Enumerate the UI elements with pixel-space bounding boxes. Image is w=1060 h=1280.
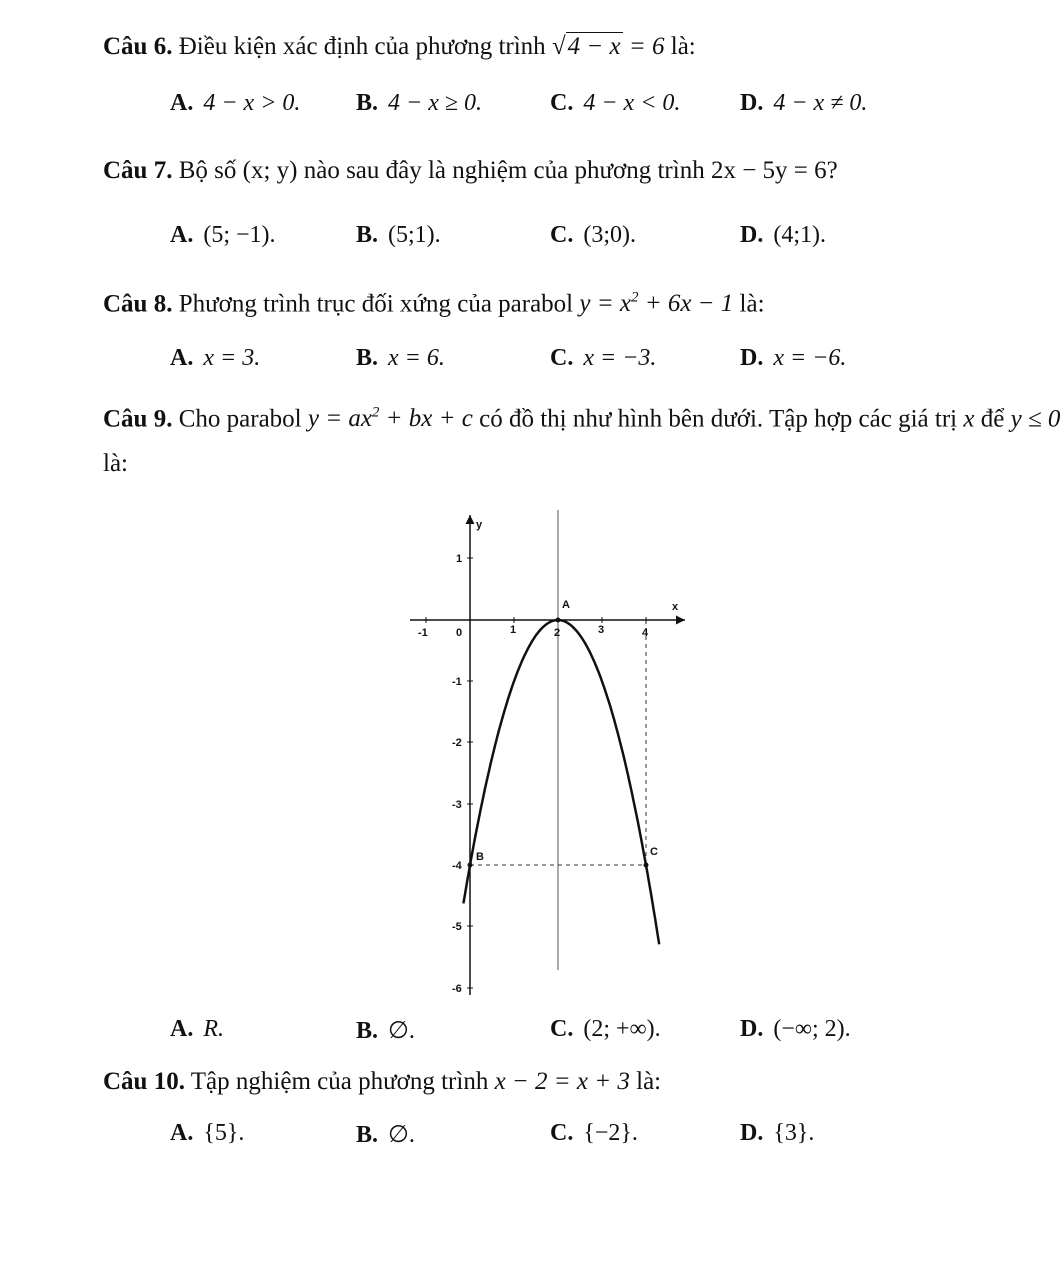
q9-eq: $y = ax^2$ + bx + c — [307, 405, 473, 433]
x-tick-label: 4 — [642, 627, 649, 639]
y-tick-label: -6 — [452, 983, 462, 995]
q6-option-b[interactable]: B. 4 − x ≥ 0. — [356, 90, 483, 116]
q7-option-b[interactable]: B. (5;1). — [356, 222, 441, 248]
q10-option-d[interactable]: D. {3}. — [740, 1120, 815, 1146]
x-tick-label: 1 — [510, 624, 517, 636]
q10-label: Câu 10. — [103, 1068, 185, 1095]
q8-option-a[interactable]: A. x = 3. — [170, 345, 261, 371]
q9-label: Câu 9. — [103, 405, 173, 433]
q9-option-d[interactable]: D. (−∞; 2). — [740, 1016, 851, 1042]
point-a-marker — [556, 618, 561, 623]
y-tick-label: -5 — [452, 921, 462, 933]
q7-stem — [103, 157, 838, 185]
q8-option-d[interactable]: D. x = −6. — [740, 345, 847, 371]
parabola-graph — [400, 500, 700, 1000]
q8-end: là: — [739, 290, 765, 318]
q6-option-d[interactable]: D. 4 − x ≠ 0. — [740, 90, 868, 116]
q8-option-b[interactable]: B. x = 6. — [356, 345, 445, 371]
q6-stem — [103, 33, 696, 61]
y-tick-label: -4 — [452, 860, 462, 872]
q10-option-b[interactable]: B. ∅. — [356, 1122, 415, 1148]
q8-stem — [103, 290, 765, 318]
y-tick-label: -2 — [452, 737, 462, 749]
q10-option-a[interactable]: A. {5}. — [170, 1120, 245, 1146]
q6-end: là: — [670, 33, 696, 60]
q7-text: Bộ số (x; y) nào sau đây là nghiệm của phương trình 2x − 5y = 6? — [178, 157, 838, 184]
q6-option-c[interactable]: C. 4 − x < 0. — [550, 90, 681, 116]
x-tick-label: -1 — [418, 627, 428, 639]
q9-option-b[interactable]: B. ∅. — [356, 1018, 415, 1044]
q8-text: Phương trình trục đối xứng của parabol — [178, 290, 574, 318]
point-c-label: C — [650, 846, 658, 858]
q10-option-c[interactable]: C. {−2}. — [550, 1120, 638, 1146]
q9-var: x — [963, 405, 975, 433]
q9-option-c[interactable]: C. (2; +∞). — [550, 1016, 661, 1042]
q6-radical: √4 − x — [551, 33, 621, 60]
q10-eq: x − 2 = x + 3 — [494, 1068, 630, 1095]
x-tick-label: 0 — [456, 627, 463, 639]
q9-option-a[interactable]: A. R. — [170, 1016, 225, 1042]
y-tick-label: 1 — [456, 553, 463, 565]
q9-text-a: Cho parabol — [178, 405, 302, 433]
point-b-label: B — [476, 851, 484, 863]
q10-stem — [103, 1068, 661, 1096]
q8-eq: $y = x^2 + 6x - 1$ — [579, 290, 734, 318]
point-c-marker — [644, 863, 649, 868]
point-a-label: A — [562, 599, 570, 611]
y-axis-label: y — [476, 519, 483, 531]
q9-stem-end: là: — [103, 450, 128, 477]
q6-option-a[interactable]: A. 4 − x > 0. — [170, 90, 301, 116]
q9-stem — [103, 405, 1060, 433]
q6-radicand: 4 − x — [567, 33, 621, 60]
q7-option-a[interactable]: A. (5; −1). — [170, 222, 276, 248]
q9-text-c: để — [980, 405, 1005, 433]
q6-text: Điều kiện xác định của phương trình — [178, 33, 546, 60]
y-tick-label: -3 — [452, 799, 462, 811]
x-tick-label: 3 — [598, 624, 605, 636]
q8-option-c[interactable]: C. x = −3. — [550, 345, 657, 371]
parabola-curve — [463, 620, 659, 944]
x-tick-label: 2 — [554, 627, 561, 639]
x-axis-label: x — [672, 601, 679, 613]
q9-text-b: có đồ thị như hình bên dưới. Tập hợp các giá trị — [479, 405, 958, 433]
q9-cond: y ≤ 0 — [1010, 405, 1060, 433]
q10-end: là: — [636, 1068, 662, 1095]
q7-option-c[interactable]: C. (3;0). — [550, 222, 636, 248]
q6-eq: = 6 — [628, 33, 665, 60]
q8-label: Câu 8. — [103, 290, 173, 318]
q7-label: Câu 7. — [103, 157, 173, 184]
q6-label: Câu 6. — [103, 33, 173, 60]
q10-text: Tập nghiệm của phương trình — [190, 1068, 489, 1095]
point-b-marker — [468, 863, 473, 868]
y-tick-label: -1 — [452, 676, 462, 688]
q7-option-d[interactable]: D. (4;1). — [740, 222, 826, 248]
